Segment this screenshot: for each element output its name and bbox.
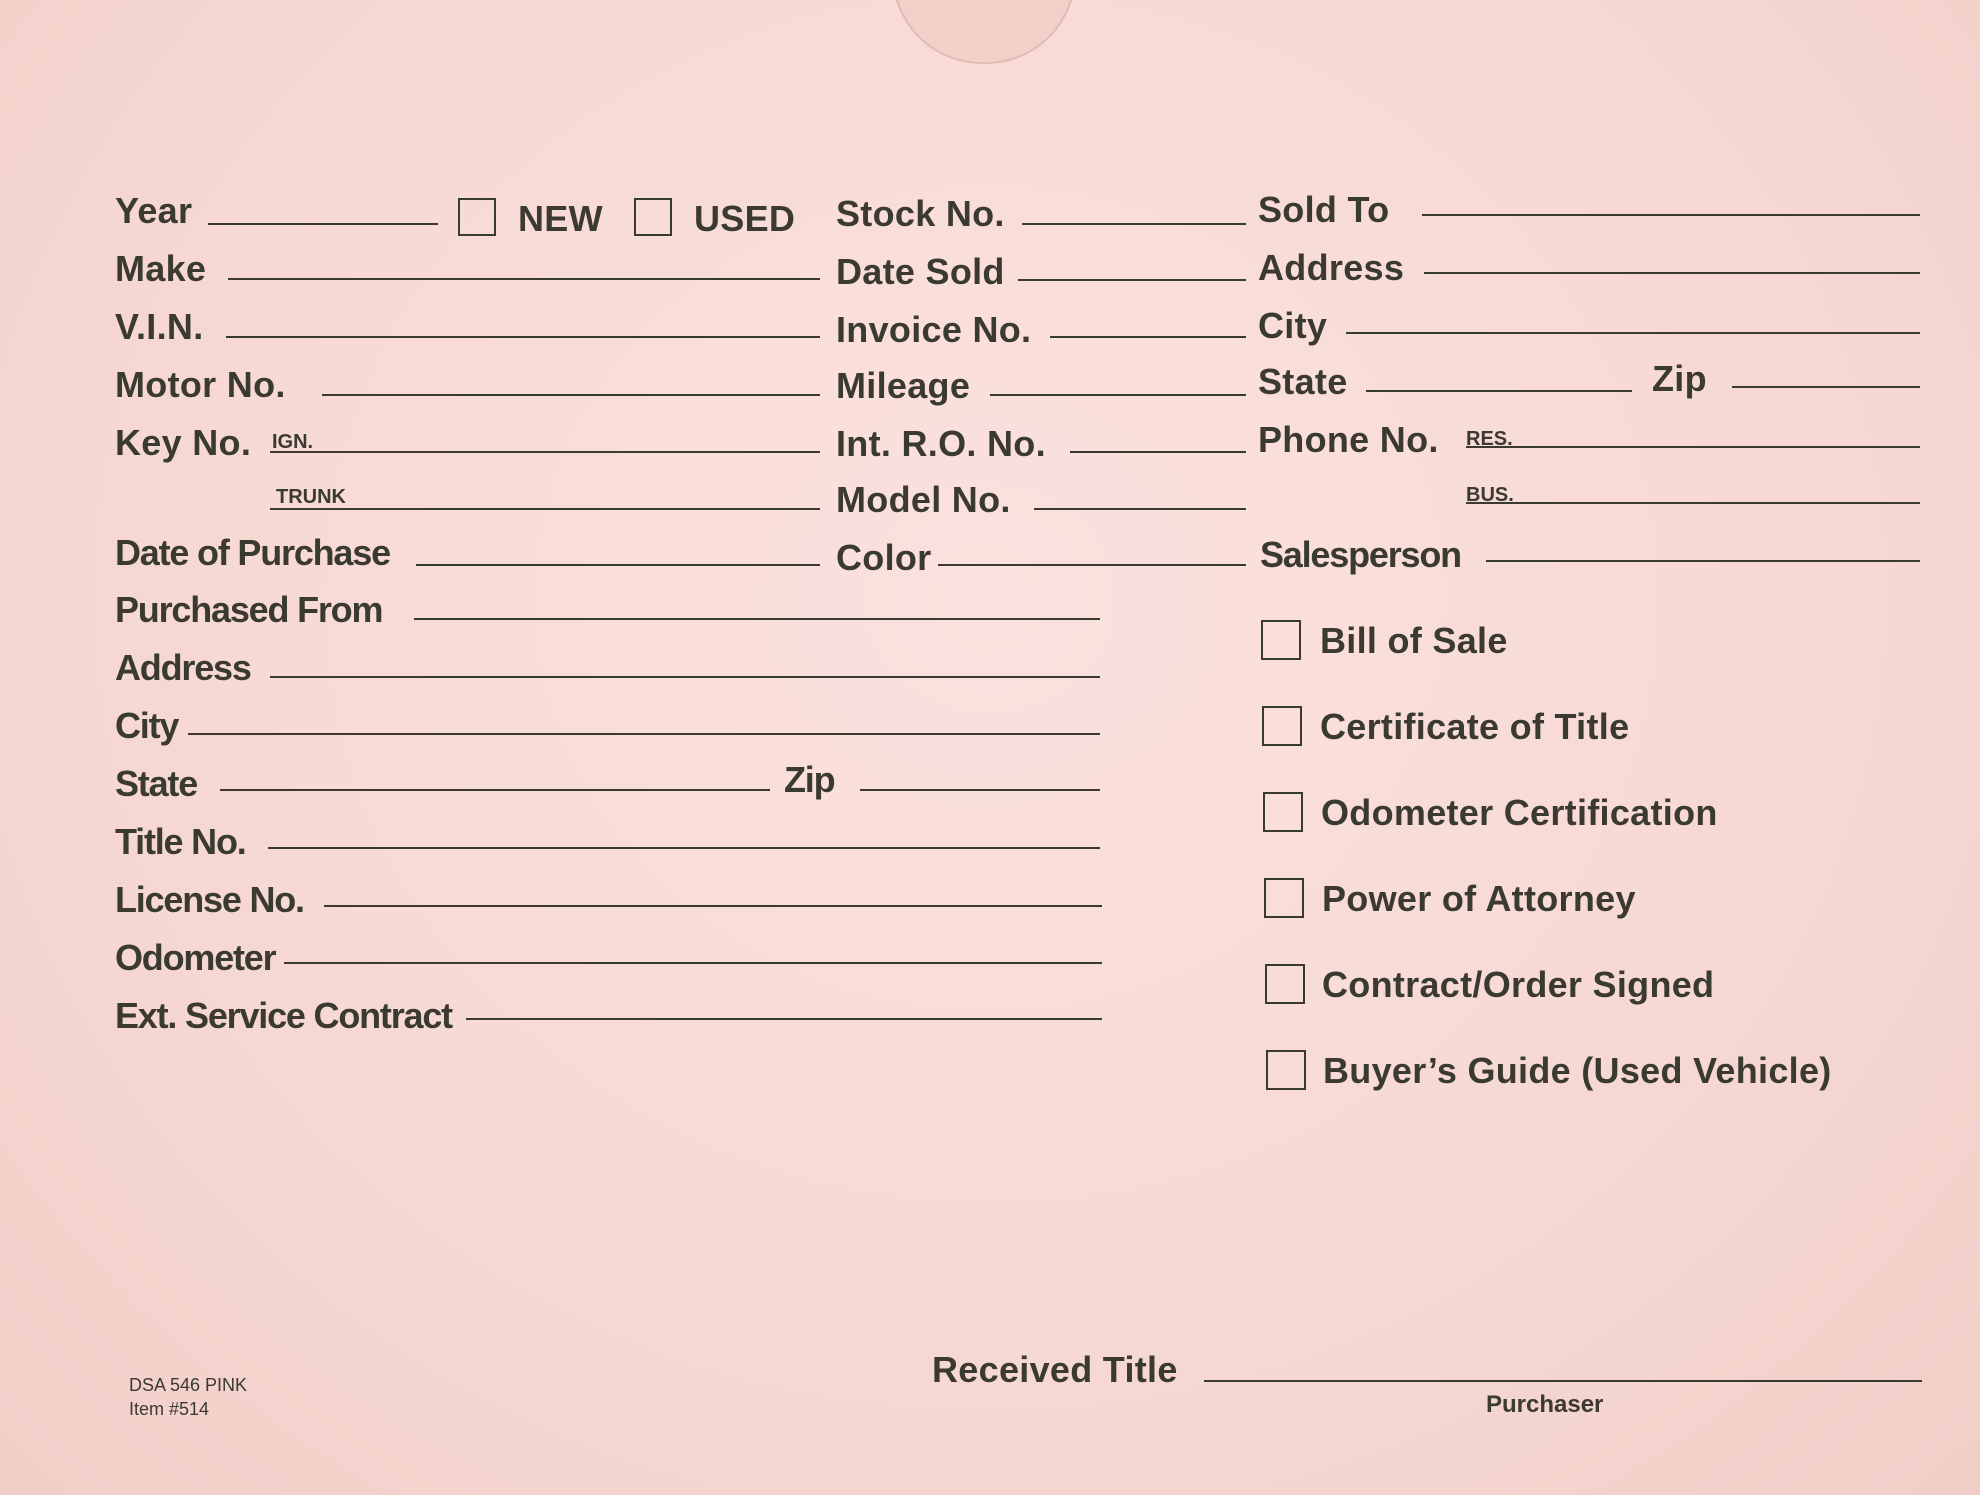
odometer-certification-label: Odometer Certification [1321,792,1718,833]
date-sold-label: Date Sold [836,251,1005,292]
mileage-field[interactable] [990,394,1246,396]
phone-no-label: Phone No. [1258,419,1439,460]
seller-address-field[interactable] [270,676,1100,678]
key-trunk-field[interactable] [270,508,820,510]
buyer-city-field[interactable] [1346,332,1920,334]
buyers-guide-checkbox[interactable] [1266,1050,1306,1090]
ext-service-contract-label: Ext. Service Contract [115,995,452,1036]
bill-of-sale-label: Bill of Sale [1320,620,1508,661]
odometer-field[interactable] [284,962,1102,964]
key-no-label: Key No. [115,422,252,463]
license-no-field[interactable] [324,905,1102,907]
purchased-from-label: Purchased From [115,589,383,630]
invoice-no-field[interactable] [1050,336,1246,338]
used-label: USED [694,198,796,239]
used-checkbox[interactable] [634,198,672,236]
motor-no-label: Motor No. [115,364,286,405]
color-label: Color [836,537,932,578]
new-checkbox[interactable] [458,198,496,236]
res-label: RES. [1466,428,1513,450]
vin-label: V.I.N. [115,306,204,347]
title-no-field[interactable] [268,847,1100,849]
seller-city-field[interactable] [188,733,1100,735]
buyers-guide-label: Buyer’s Guide (Used Vehicle) [1323,1050,1832,1091]
phone-res-field[interactable] [1466,446,1920,448]
seller-state-field[interactable] [220,789,770,791]
model-no-label: Model No. [836,479,1011,520]
make-label: Make [115,248,207,289]
buyer-address-field[interactable] [1424,272,1920,274]
key-ign-field[interactable] [270,451,820,453]
seller-address-label: Address [115,647,251,688]
license-no-label: License No. [115,879,304,920]
seller-zip-label: Zip [784,759,835,800]
bus-label: BUS. [1466,484,1514,506]
color-field[interactable] [938,564,1246,566]
year-field[interactable] [208,223,438,225]
power-of-attorney-checkbox[interactable] [1264,878,1304,918]
seller-state-label: State [115,763,198,804]
buyer-zip-label: Zip [1652,358,1707,399]
bill-of-sale-checkbox[interactable] [1261,620,1301,660]
buyer-city-label: City [1258,305,1328,346]
year-label: Year [115,190,193,231]
purchaser-label: Purchaser [1486,1391,1604,1418]
int-ro-no-field[interactable] [1070,451,1246,453]
date-of-purchase-field[interactable] [416,564,820,566]
make-field[interactable] [228,278,820,280]
trunk-label: TRUNK [276,486,346,508]
contract-order-signed-label: Contract/Order Signed [1322,964,1715,1005]
received-title-label: Received Title [932,1349,1178,1390]
power-of-attorney-label: Power of Attorney [1322,878,1636,919]
motor-no-field[interactable] [322,394,820,396]
stock-no-field[interactable] [1022,223,1246,225]
sold-to-label: Sold To [1258,189,1390,230]
purchased-from-field[interactable] [414,618,1100,620]
received-title-signature-line[interactable] [1204,1380,1922,1382]
ign-label: IGN. [272,431,314,453]
item-number: Item #514 [129,1399,210,1419]
date-of-purchase-label: Date of Purchase [115,532,390,573]
date-sold-field[interactable] [1018,279,1246,281]
buyer-zip-field[interactable] [1732,386,1920,388]
odometer-label: Odometer [115,937,276,978]
invoice-no-label: Invoice No. [836,309,1032,350]
seller-zip-field[interactable] [860,789,1100,791]
buyer-address-label: Address [1258,247,1405,288]
buyer-state-label: State [1258,361,1348,402]
salesperson-label: Salesperson [1260,534,1461,575]
stock-no-label: Stock No. [836,193,1005,234]
form-code: DSA 546 PINK [129,1375,248,1395]
phone-bus-field[interactable] [1466,502,1920,504]
contract-order-signed-checkbox[interactable] [1265,964,1305,1004]
model-no-field[interactable] [1034,508,1246,510]
seller-city-label: City [115,705,179,746]
certificate-of-title-checkbox[interactable] [1262,706,1302,746]
int-ro-no-label: Int. R.O. No. [836,423,1046,464]
envelope-notch [892,0,1076,64]
new-label: NEW [518,198,603,239]
certificate-of-title-label: Certificate of Title [1320,706,1630,747]
sold-to-field[interactable] [1422,214,1920,216]
form-code-block [129,1373,247,1421]
salesperson-field[interactable] [1486,560,1920,562]
mileage-label: Mileage [836,365,971,406]
vin-field[interactable] [226,336,820,338]
odometer-certification-checkbox[interactable] [1263,792,1303,832]
title-no-label: Title No. [115,821,246,862]
ext-service-contract-field[interactable] [466,1018,1102,1020]
buyer-state-field[interactable] [1366,390,1632,392]
